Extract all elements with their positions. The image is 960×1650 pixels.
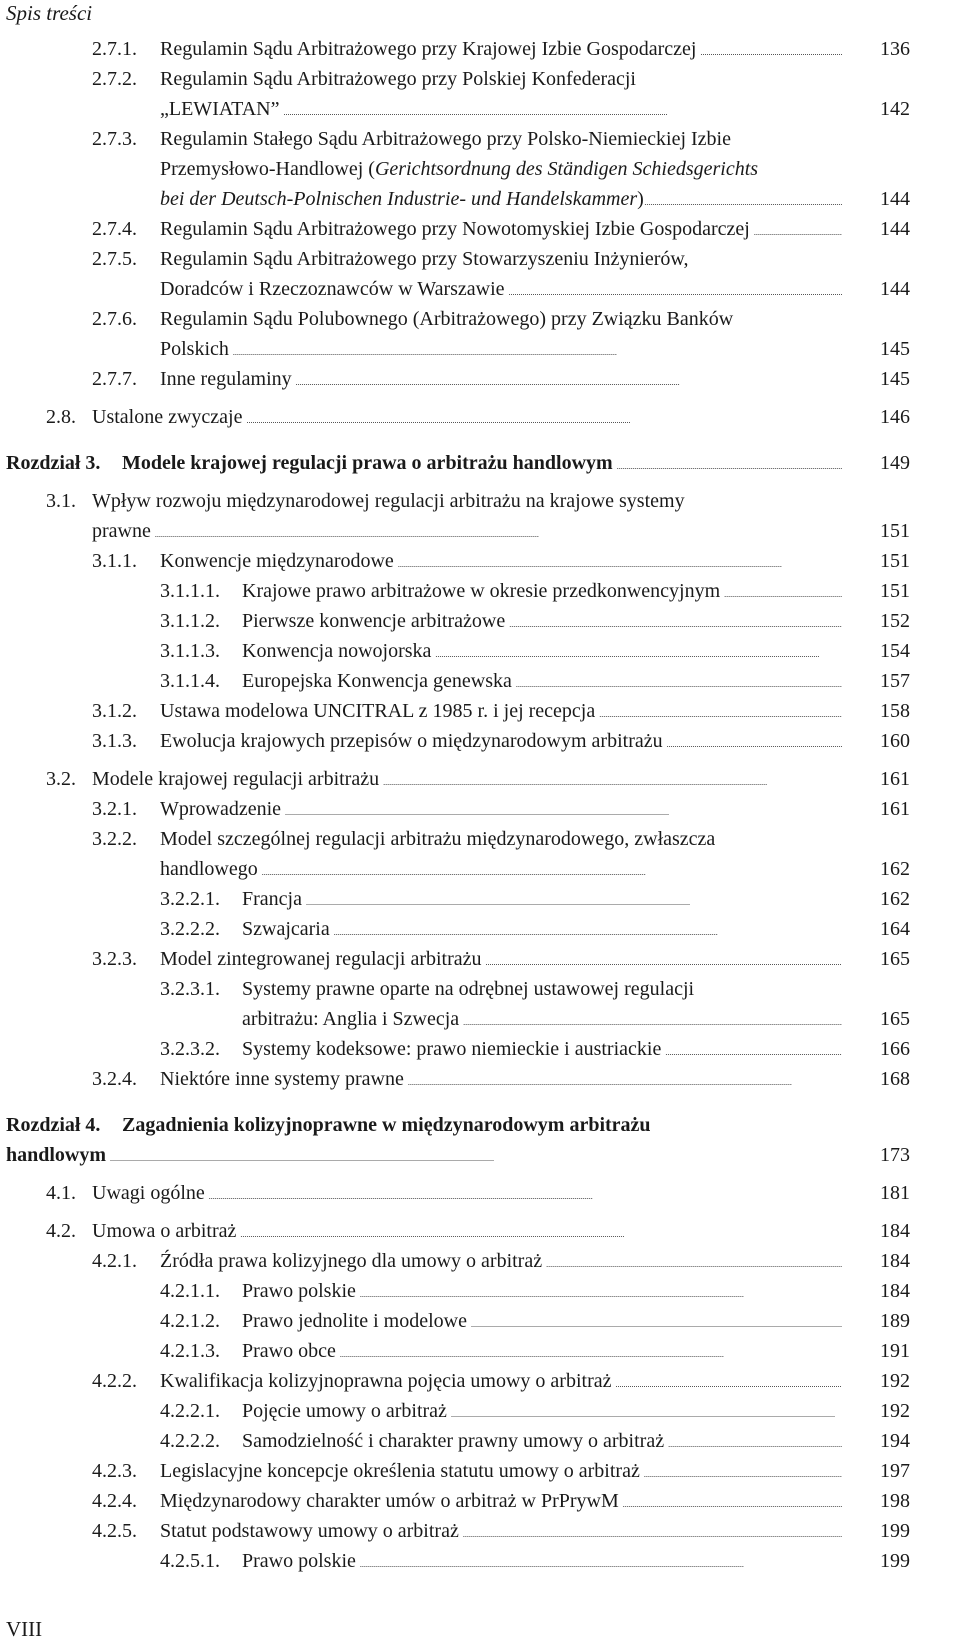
toc-entry [0, 1546, 960, 1576]
toc-entry-title-line: Regulamin Sądu Arbitrażowego przy Polskiej Konfederacji [160, 68, 636, 90]
toc-entry [0, 402, 960, 432]
toc-entry-title-line: Model zintegrowanej regulacji arbitrażu [160, 948, 482, 970]
toc-entry [0, 486, 960, 546]
toc-entry-number: 4.2.3. [92, 1460, 137, 1482]
toc-page-number: 173 [880, 1144, 910, 1166]
toc-entry-title-line: Europejska Konwencja genewska [242, 670, 512, 692]
toc-entry-number: 3.1.2. [92, 700, 137, 722]
toc-entry-title-line: Polskich [160, 338, 229, 360]
toc-entry-number: 3.2.3.2. [160, 1038, 220, 1060]
toc-entry [0, 884, 960, 914]
toc-entry-title-line: Systemy prawne oparte na odrębnej ustawowej regulacji [242, 978, 695, 1000]
toc-entry [0, 1516, 960, 1546]
toc-leader-dots [546, 1246, 842, 1276]
toc-entry-number: 4.2.1.2. [160, 1310, 220, 1332]
toc-entry-number: 3.2.2.1. [160, 888, 220, 910]
toc-entry-number: 4.1. [46, 1182, 76, 1204]
toc-page-number: 168 [880, 1068, 910, 1090]
toc-entry-title-line: Modele krajowej regulacji prawa o arbitrażu handlowym [122, 452, 613, 474]
toc-entry-title-line: handlowym [6, 1144, 107, 1166]
toc-leader-dots [233, 334, 842, 364]
toc-entry-title-line: Źródła prawa kolizyjnego dla umowy o arbitraż [160, 1250, 543, 1272]
toc-entry-number: 2.7.7. [92, 368, 137, 390]
toc-entry-number: 3.2.3. [92, 948, 137, 970]
toc-entry-title-line: Inne regulaminy [160, 368, 292, 390]
toc-entry-number: 4.2.4. [92, 1490, 137, 1512]
toc-entry-title-line: Prawo polskie [242, 1280, 356, 1302]
toc-page-number: 152 [880, 610, 910, 632]
toc-entry-number: 4.2.2.1. [160, 1400, 220, 1422]
toc-entry [0, 944, 960, 974]
toc-leader-dots [110, 1140, 842, 1170]
toc-entry-title-line: arbitrażu: Anglia i Szwecja [242, 1008, 460, 1030]
toc-entry-title-line: Ewolucja krajowych przepisów o międzynarodowym arbitrażu [160, 730, 663, 752]
running-header: Spis treści [6, 1, 93, 25]
toc-leader-dots [262, 854, 842, 884]
toc-entry [0, 764, 960, 794]
toc-entry [0, 1034, 960, 1064]
toc-entry-title-line: Prawo jednolite i modelowe [242, 1310, 467, 1332]
toc-entry-title-line: Doradców i Rzeczoznawców w Warszawie [160, 278, 505, 300]
toc-entry-title-line: Ustalone zwyczaje [92, 406, 243, 428]
toc-page-number: 145 [880, 338, 910, 360]
toc-entry-number: 4.2. [46, 1220, 76, 1242]
toc-entry-number: 3.2.2. [92, 828, 137, 850]
toc-entry-number: 3.2.1. [92, 798, 137, 820]
toc-page-number: 149 [880, 452, 910, 474]
toc-page-number: 146 [880, 406, 910, 428]
toc-entry-number: 3.1.1. [92, 550, 137, 572]
toc-page-number: 189 [880, 1310, 910, 1332]
toc-entry-title-line: Prawo obce [242, 1340, 336, 1362]
toc-entry-title-line: Przemysłowo-Handlowej (Gerichtsordnung des Ständigen Schiedsgerichts [160, 158, 759, 180]
toc-page-number: 184 [880, 1220, 910, 1242]
toc-entry-title-line: Krajowe prawo arbitrażowe w okresie przedkonwencyjnym [242, 580, 721, 602]
toc-entry-title-line: Pierwsze konwencje arbitrażowe [242, 610, 506, 632]
toc-leader-dots [516, 666, 842, 696]
toc-page-number: 154 [880, 640, 910, 662]
toc-leader-dots [599, 696, 842, 726]
toc-entry-number: 3.1.1.2. [160, 610, 220, 632]
toc-entry-title-line: Samodzielność i charakter prawny umowy o arbitraż [242, 1430, 665, 1452]
toc-entry [0, 1456, 960, 1486]
toc-entry [0, 726, 960, 756]
toc-leader-dots [285, 794, 842, 824]
toc-leader-dots [667, 726, 842, 756]
toc-entry-title-line: Francja [242, 888, 302, 910]
toc-entry-number: 2.7.3. [92, 128, 137, 150]
toc-entry-title-line: Systemy kodeksowe: prawo niemieckie i austriackie [242, 1038, 662, 1060]
toc-page-number: 184 [880, 1280, 910, 1302]
toc-leader-dots [486, 944, 842, 974]
toc-entry-title-line: Uwagi ogólne [92, 1182, 205, 1204]
toc-entry-title-line: bei der Deutsch-Polnischen Industrie- und Handelskammer) [160, 188, 644, 210]
toc-entry-title-line: „LEWIATAN” [160, 98, 280, 120]
toc-leader-dots [616, 1366, 843, 1396]
toc-entry-title-line: Regulamin Sądu Arbitrażowego przy Stowarzyszeniu Inżynierów, [160, 248, 689, 270]
toc-entry-title-line: Statut podstawowy umowy o arbitraż [160, 1520, 459, 1542]
toc-page-number: 192 [880, 1400, 910, 1422]
toc-entry-number: 3.2. [46, 768, 76, 790]
toc-entry [0, 546, 960, 576]
toc-entry-title-line: Prawo polskie [242, 1550, 356, 1572]
toc-entry-title-line: Modele krajowej regulacji arbitrażu [92, 768, 380, 790]
toc-leader-dots [451, 1396, 842, 1426]
toc-leader-dots [383, 764, 842, 794]
toc-leader-dots [408, 1064, 842, 1094]
toc-entry-number: 3.1. [46, 490, 76, 512]
toc-entry-title-line: Szwajcaria [242, 918, 330, 940]
toc-leader-dots [471, 1306, 842, 1336]
toc-leader-dots [463, 1004, 842, 1034]
toc-entry-number: 3.1.1.4. [160, 670, 220, 692]
toc-entry-number: 3.1.3. [92, 730, 137, 752]
toc-page-number: 199 [880, 1550, 910, 1572]
toc-entry [0, 304, 960, 364]
toc-page-number: 144 [880, 278, 910, 300]
toc-entry-number: 2.7.4. [92, 218, 137, 240]
toc-chapter-entry [0, 448, 960, 478]
toc-leader-dots [644, 1456, 842, 1486]
toc-page-number: 164 [880, 918, 910, 940]
toc-entry-number: 2.8. [46, 406, 76, 428]
toc-entry [0, 636, 960, 666]
toc-leader-dots [668, 1426, 842, 1456]
toc-page-number: 197 [880, 1460, 910, 1482]
toc-entry-title-line: Wpływ rozwoju międzynarodowej regulacji arbitrażu na krajowe systemy [92, 490, 685, 512]
toc-entry [0, 666, 960, 696]
toc-entry-title-line: Ustawa modelowa UNCITRAL z 1985 r. i jej recepcja [160, 700, 596, 722]
toc-entry-title-line: handlowego [160, 858, 258, 880]
toc-page-number: 192 [880, 1370, 910, 1392]
toc-leader-dots [360, 1276, 842, 1306]
toc-entry-number: 3.1.1.1. [160, 580, 220, 602]
toc-entry-number: 3.2.2.2. [160, 918, 220, 940]
toc-leader-dots [754, 214, 842, 244]
toc-entry [0, 244, 960, 304]
toc-leader-dots [644, 184, 842, 214]
toc-entry-title-line: Kwalifikacja kolizyjnoprawna pojęcia umowy o arbitraż [160, 1370, 612, 1392]
toc-entry [0, 1396, 960, 1426]
toc-entry-number: 4.2.1.3. [160, 1340, 220, 1362]
toc-entry [0, 124, 960, 214]
toc-page-number: 165 [880, 1008, 910, 1030]
toc-page-number: 157 [880, 670, 910, 692]
toc-page-number: 198 [880, 1490, 910, 1512]
toc-entry-title-line: Legislacyjne koncepcje określenia statutu umowy o arbitraż [160, 1460, 640, 1482]
toc-leader-dots [463, 1516, 842, 1546]
toc-leader-dots [700, 34, 842, 64]
toc-entry-title-line: Wprowadzenie [160, 798, 282, 820]
toc-entry-number: 3.2.3.1. [160, 978, 220, 1000]
toc-leader-dots [665, 1034, 842, 1064]
toc-page-number: 144 [880, 188, 910, 210]
toc-entry [0, 974, 960, 1034]
toc-entry-number: 4.2.5.1. [160, 1550, 220, 1572]
toc-entry [0, 1486, 960, 1516]
toc-entry-number: 3.1.1.3. [160, 640, 220, 662]
toc-leader-dots [283, 94, 842, 124]
toc-entry-title-line: Międzynarodowy charakter umów o arbitraż w PrPrywM [160, 1490, 619, 1512]
toc-page-number: 151 [880, 550, 910, 572]
toc-entry-title-line: Regulamin Sądu Arbitrażowego przy Nowotomyskiej Izbie Gospodarczej [160, 218, 750, 240]
toc-page-number: 136 [880, 38, 910, 60]
toc-entry-title-line: Regulamin Stałego Sądu Arbitrażowego przy Polsko-Niemieckiej Izbie [160, 128, 731, 150]
toc-leader-dots [209, 1178, 842, 1208]
page-number-folio: VIII [6, 1617, 43, 1641]
toc-leader-dots [340, 1336, 842, 1366]
toc-leader-dots [617, 448, 842, 478]
toc-page-number: 142 [880, 98, 910, 120]
toc-entry-number: 4.2.5. [92, 1520, 137, 1542]
table-of-contents [0, 34, 960, 1576]
toc-entry [0, 696, 960, 726]
toc-entry-title-line: Regulamin Sądu Arbitrażowego przy Krajowej Izbie Gospodarczej [160, 38, 697, 60]
toc-entry-title-line: Model szczególnej regulacji arbitrażu międzynarodowego, zwłaszcza [160, 828, 716, 850]
toc-entry-title-line: Konwencja nowojorska [242, 640, 432, 662]
toc-page-number: 162 [880, 858, 910, 880]
toc-page-number: 194 [880, 1430, 910, 1452]
toc-entry [0, 794, 960, 824]
toc-entry [0, 824, 960, 884]
toc-entry [0, 576, 960, 606]
toc-page-number: 161 [880, 798, 910, 820]
toc-entry-title-line: Pojęcie umowy o arbitraż [242, 1400, 447, 1422]
toc-entry [0, 214, 960, 244]
toc-entry-number: 2.7.5. [92, 248, 137, 270]
toc-entry [0, 1276, 960, 1306]
toc-chapter-entry [0, 1110, 960, 1170]
toc-entry-title-line: Umowa o arbitraż [92, 1220, 237, 1242]
toc-entry-number: 2.7.2. [92, 68, 137, 90]
toc-leader-dots [724, 576, 842, 606]
toc-page-number: 158 [880, 700, 910, 722]
toc-entry-number: 4.2.2. [92, 1370, 137, 1392]
toc-leader-dots [240, 1216, 842, 1246]
toc-entry [0, 1426, 960, 1456]
toc-entry [0, 1306, 960, 1336]
toc-page-number: 162 [880, 888, 910, 910]
toc-leader-dots [435, 636, 842, 666]
toc-entry-title-line: Niektóre inne systemy prawne [160, 1068, 404, 1090]
toc-entry [0, 34, 960, 64]
toc-page-number: 199 [880, 1520, 910, 1542]
toc-entry-number: 3.2.4. [92, 1068, 137, 1090]
toc-entry-title-line: prawne [92, 520, 151, 542]
toc-leader-dots [155, 516, 842, 546]
toc-leader-dots [398, 546, 842, 576]
toc-entry [0, 364, 960, 394]
toc-page-number: 161 [880, 768, 910, 790]
toc-leader-dots [334, 914, 842, 944]
toc-entry-number: Rozdział 4. [6, 1114, 101, 1136]
toc-entry-number: Rozdział 3. [6, 452, 101, 474]
toc-entry [0, 914, 960, 944]
toc-leader-dots [509, 274, 842, 304]
toc-entry-title-line: Regulamin Sądu Polubownego (Arbitrażowego) przy Związku Banków [160, 308, 734, 330]
toc-entry [0, 1178, 960, 1208]
toc-entry [0, 1246, 960, 1276]
toc-page-number: 145 [880, 368, 910, 390]
toc-leader-dots [509, 606, 842, 636]
toc-entry-title-line: Zagadnienia kolizyjnoprawne w międzynarodowym arbitrażu [122, 1114, 651, 1136]
toc-entry-number: 4.2.2.2. [160, 1430, 220, 1452]
toc-entry [0, 1366, 960, 1396]
toc-page-number: 144 [880, 218, 910, 240]
toc-page-number: 191 [880, 1340, 910, 1362]
toc-page-number: 166 [880, 1038, 910, 1060]
toc-leader-dots [623, 1486, 842, 1516]
toc-leader-dots [306, 884, 842, 914]
toc-leader-dots [296, 364, 842, 394]
toc-entry-number: 4.2.1.1. [160, 1280, 220, 1302]
toc-entry-title-line: Konwencje międzynarodowe [160, 550, 394, 572]
toc-entry [0, 1216, 960, 1246]
toc-entry-number: 2.7.1. [92, 38, 137, 60]
toc-page-number: 184 [880, 1250, 910, 1272]
toc-entry-number: 4.2.1. [92, 1250, 137, 1272]
toc-entry-number: 2.7.6. [92, 308, 137, 330]
toc-entry [0, 1064, 960, 1094]
toc-entry [0, 1336, 960, 1366]
toc-page-number: 181 [880, 1182, 910, 1204]
toc-page-number: 151 [880, 520, 910, 542]
toc-page-number: 165 [880, 948, 910, 970]
toc-entry [0, 64, 960, 124]
toc-leader-dots [360, 1546, 842, 1576]
toc-page-number: 151 [880, 580, 910, 602]
toc-page-number: 160 [880, 730, 910, 752]
toc-entry [0, 606, 960, 636]
toc-leader-dots [246, 402, 842, 432]
